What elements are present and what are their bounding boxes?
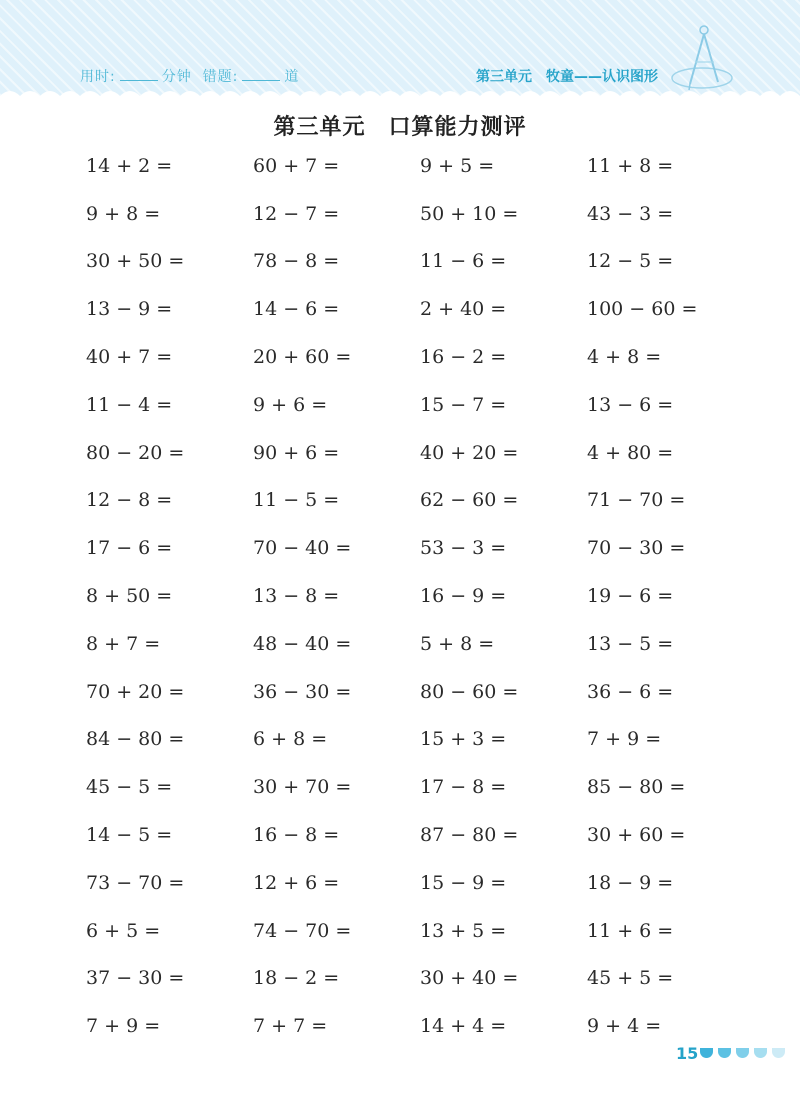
- problem-item: 13 + 5 =: [420, 919, 507, 942]
- problem-item: 16 − 2 =: [420, 346, 507, 369]
- page-number: 15: [676, 1044, 699, 1063]
- problem-item: 14 + 2 =: [86, 154, 173, 177]
- compass-icon: [662, 20, 742, 92]
- problem-item: 18 − 2 =: [253, 967, 340, 990]
- problem-item: 100 − 60 =: [587, 298, 698, 321]
- problem-item: 19 − 6 =: [587, 585, 674, 608]
- problem-item: 7 + 9 =: [587, 728, 662, 751]
- problem-item: 9 + 6 =: [253, 393, 328, 416]
- problem-item: 84 − 80 =: [86, 728, 185, 751]
- problem-item: 15 + 3 =: [420, 728, 507, 751]
- problem-item: 30 + 70 =: [253, 776, 352, 799]
- questions-label: 道: [284, 69, 300, 85]
- problem-item: 7 + 7 =: [253, 1015, 328, 1038]
- problem-item: 14 + 4 =: [420, 1015, 507, 1038]
- problem-item: 4 + 80 =: [587, 441, 674, 464]
- problem-item: 14 − 6 =: [253, 298, 340, 321]
- problem-item: 7 + 9 =: [86, 1015, 161, 1038]
- problem-item: 9 + 4 =: [587, 1015, 662, 1038]
- problem-item: 5 + 8 =: [420, 632, 495, 655]
- problem-item: 90 + 6 =: [253, 441, 340, 464]
- problem-item: 6 + 8 =: [253, 728, 328, 751]
- page-dot: [700, 1048, 713, 1058]
- problem-item: 12 − 8 =: [86, 489, 173, 512]
- page-dots: [700, 1048, 785, 1058]
- problem-item: 15 − 9 =: [420, 871, 507, 894]
- problem-item: 13 − 5 =: [587, 632, 674, 655]
- page-title: 第三单元 口算能力测评: [273, 115, 527, 140]
- problem-item: 37 − 30 =: [86, 967, 185, 990]
- problem-item: 11 − 6 =: [420, 250, 507, 273]
- problem-item: 17 − 6 =: [86, 537, 173, 560]
- problem-item: 80 − 60 =: [420, 680, 519, 703]
- problem-item: 45 + 5 =: [587, 967, 674, 990]
- problem-item: 18 − 9 =: [587, 871, 674, 894]
- errors-blank[interactable]: [242, 68, 280, 81]
- unit-label: 第三单元 牧童——认识图形: [476, 69, 658, 85]
- problem-item: 17 − 8 =: [420, 776, 507, 799]
- problem-item: 14 − 5 =: [86, 824, 173, 847]
- problem-item: 13 − 6 =: [587, 393, 674, 416]
- problem-item: 70 − 30 =: [587, 537, 686, 560]
- problem-grid: [86, 142, 766, 1050]
- problem-item: 30 + 40 =: [420, 967, 519, 990]
- problem-item: 36 − 30 =: [253, 680, 352, 703]
- problem-item: 50 + 10 =: [420, 202, 519, 225]
- problem-item: 11 − 4 =: [86, 393, 173, 416]
- time-blank[interactable]: [120, 68, 158, 81]
- problem-item: 43 − 3 =: [587, 202, 674, 225]
- problem-item: 78 − 8 =: [253, 250, 340, 273]
- problem-item: 36 − 6 =: [587, 680, 674, 703]
- problem-item: 73 − 70 =: [86, 871, 185, 894]
- problem-item: 2 + 40 =: [420, 298, 507, 321]
- problem-item: 8 + 7 =: [86, 632, 161, 655]
- page-dot: [736, 1048, 749, 1058]
- problem-item: 12 − 7 =: [253, 202, 340, 225]
- problem-item: 11 + 6 =: [587, 919, 674, 942]
- problem-item: 74 − 70 =: [253, 919, 352, 942]
- problem-item: 13 − 8 =: [253, 585, 340, 608]
- problem-item: 13 − 9 =: [86, 298, 173, 321]
- page-dot: [754, 1048, 767, 1058]
- problem-item: 30 + 50 =: [86, 250, 185, 273]
- problem-item: 12 − 5 =: [587, 250, 674, 273]
- scalloped-edge: [0, 86, 800, 106]
- problem-item: 80 − 20 =: [86, 441, 185, 464]
- problem-item: 11 + 8 =: [587, 154, 674, 177]
- page-dot: [772, 1048, 785, 1058]
- time-label: 用时:: [80, 69, 116, 85]
- problem-item: 16 − 9 =: [420, 585, 507, 608]
- time-record: [80, 66, 299, 86]
- problem-item: 16 − 8 =: [253, 824, 340, 847]
- problem-item: 15 − 7 =: [420, 393, 507, 416]
- problem-item: 4 + 8 =: [587, 346, 662, 369]
- problem-item: 62 − 60 =: [420, 489, 519, 512]
- problem-item: 40 + 20 =: [420, 441, 519, 464]
- problem-item: 30 + 60 =: [587, 824, 686, 847]
- problem-item: 9 + 5 =: [420, 154, 495, 177]
- problem-item: 8 + 50 =: [86, 585, 173, 608]
- problem-item: 20 + 60 =: [253, 346, 352, 369]
- problem-item: 9 + 8 =: [86, 202, 161, 225]
- problem-item: 85 − 80 =: [587, 776, 686, 799]
- problem-item: 60 + 7 =: [253, 154, 340, 177]
- problem-item: 45 − 5 =: [86, 776, 173, 799]
- problem-item: 87 − 80 =: [420, 824, 519, 847]
- problem-item: 11 − 5 =: [253, 489, 340, 512]
- page-dot: [718, 1048, 731, 1058]
- problem-item: 53 − 3 =: [420, 537, 507, 560]
- minutes-label: 分钟: [161, 69, 192, 85]
- errors-label: 错题:: [202, 69, 239, 85]
- problem-item: 48 − 40 =: [253, 632, 352, 655]
- problem-item: 70 + 20 =: [86, 680, 185, 703]
- problem-item: 70 − 40 =: [253, 537, 352, 560]
- problem-item: 12 + 6 =: [253, 871, 340, 894]
- problem-item: 6 + 5 =: [86, 919, 161, 942]
- problem-item: 40 + 7 =: [86, 346, 173, 369]
- problem-item: 71 − 70 =: [587, 489, 686, 512]
